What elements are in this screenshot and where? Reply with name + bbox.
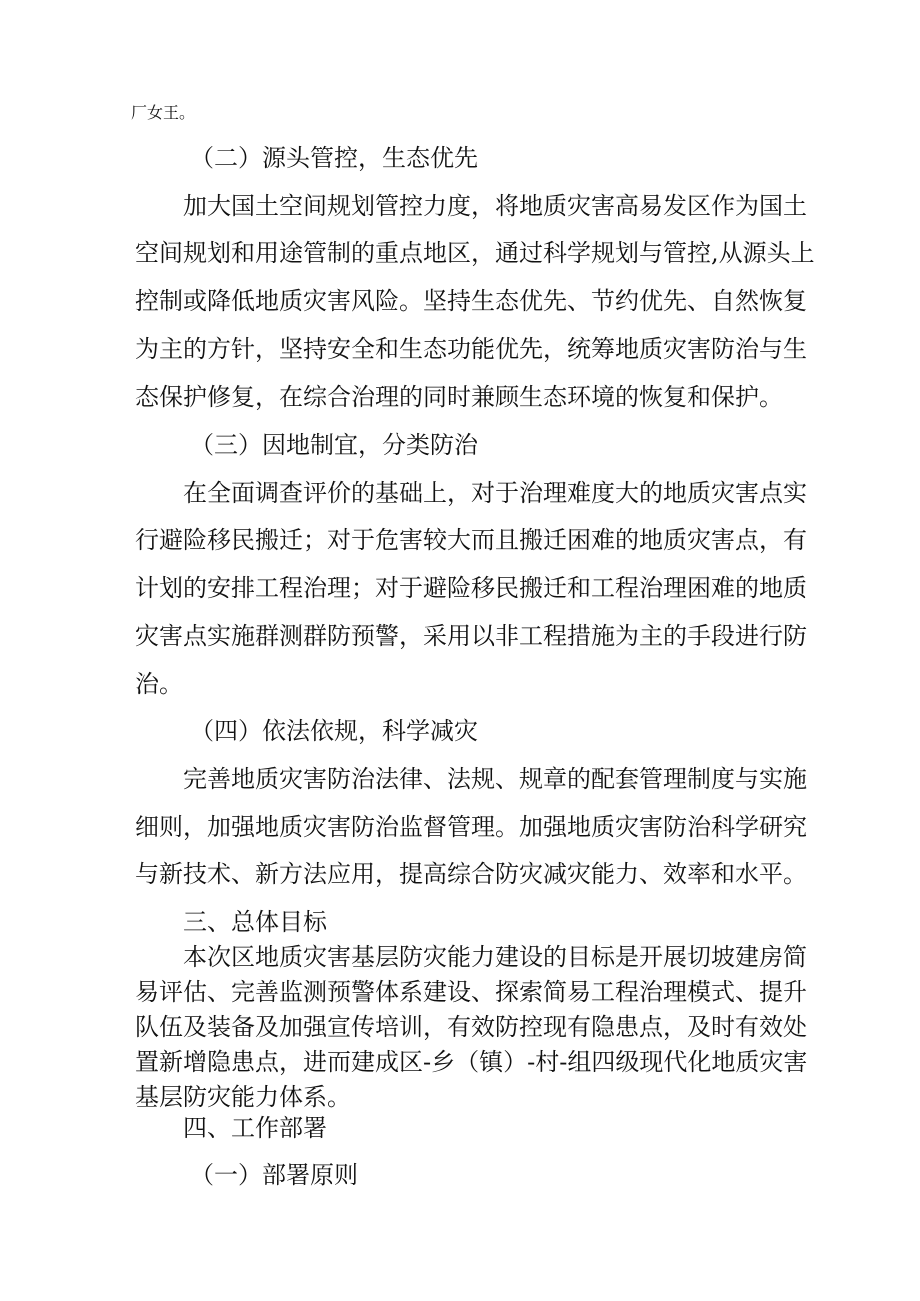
paragraph-line: 基层防灾能力体系。 <box>135 1083 351 1111</box>
section-heading-2: （二）源头管控，生态优先 <box>190 144 478 172</box>
paragraph-line: 在全面调查评价的基础上，对于治理难度大的地质灾害点实 <box>183 479 807 507</box>
paragraph-line: 为主的方针，坚持安全和生态功能优先，统筹地质灾害防治与生 <box>135 335 807 363</box>
paragraph-line: 态保护修复，在综合治理的同时兼顾生态环境的恢复和保护。 <box>135 383 783 411</box>
paragraph-line: 队伍及装备及加强宣传培训，有效防控现有隐患点，及时有效处 <box>135 1013 807 1041</box>
text-fragment: 厂女王。 <box>131 103 196 122</box>
paragraph-line: 治。 <box>135 670 183 698</box>
paragraph-line: 控制或降低地质灾害风险。坚持生态优先、节约优先、自然恢复 <box>135 287 807 315</box>
paragraph-line: 置新增隐患点，进而建成区-乡（镇）-村-组四级现代化地质灾害 <box>135 1048 808 1076</box>
paragraph-line: 计划的安排工程治理；对于避险移民搬迁和工程治理困难的地质 <box>135 574 807 602</box>
paragraph-line: 完善地质灾害防治法律、法规、规章的配套管理制度与实施 <box>183 765 807 793</box>
paragraph-line: 行避险移民搬迁；对于危害较大而且搬迁困难的地质灾害点，有 <box>135 526 807 554</box>
paragraph-line: 空间规划和用途管制的重点地区，通过科学规划与管控,从源头上 <box>135 239 815 267</box>
section-heading-3: （三）因地制宜，分类防治 <box>190 431 478 459</box>
chapter-heading-4: 四、工作部署 <box>183 1114 327 1142</box>
section-heading-4: （四）依法依规，科学减灾 <box>190 717 478 745</box>
chapter-heading-3: 三、总体目标 <box>183 908 327 936</box>
paragraph-line: 细则，加强地质灾害防治监督管理。加强地质灾害防治科学研究 <box>135 813 807 841</box>
paragraph-line: 与新技术、新方法应用，提高综合防灾减灾能力、效率和水平。 <box>135 860 807 888</box>
paragraph-line: 易评估、完善监测预警体系建设、探索简易工程治理模式、提升 <box>135 978 807 1006</box>
paragraph-line: 灾害点实施群测群防预警，采用以非工程措施为主的手段进行防 <box>135 622 807 650</box>
paragraph-line: 本次区地质灾害基层防灾能力建设的目标是开展切坡建房简 <box>183 943 807 971</box>
section-heading-4-1: （一）部署原则 <box>190 1161 358 1189</box>
paragraph-line: 加大国土空间规划管控力度，将地质灾害高易发区作为国土 <box>183 192 807 220</box>
